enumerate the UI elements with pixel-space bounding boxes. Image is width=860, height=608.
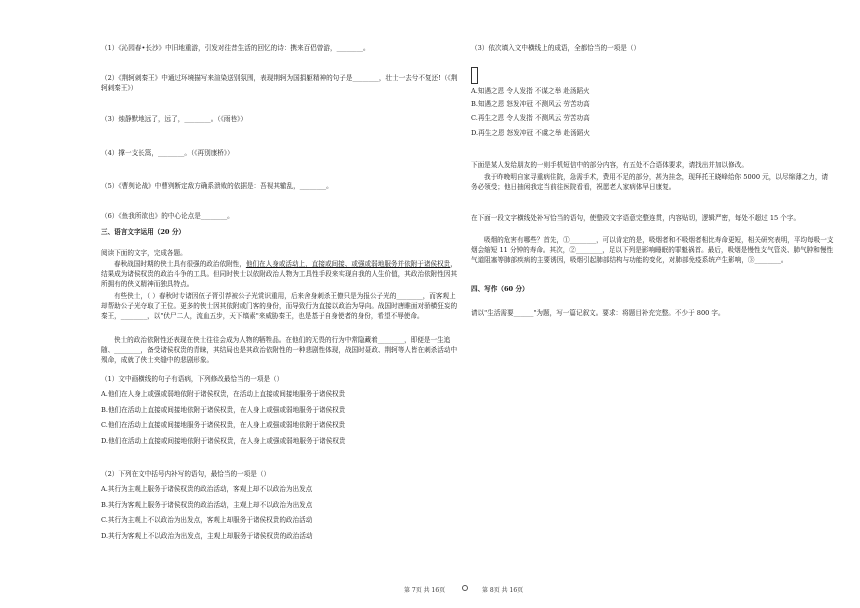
para1-text-a: 春秋战国时期的侠士具有很强的政治依附性， [114,260,246,268]
sq1-option-c[interactable]: C.他们在活动上直接或间接地服务于诸侯权贵，在人身上或强或弱地依附于诸侯权贵 [101,421,346,429]
section-4-heading: 四、写作（60 分） [471,285,529,293]
passage-paragraph-2: 有些侠士，（ ）春秋时专诸因伍子胥引荐被公子光赏识重用，后来舍身刺杀王僚只是为报公子光的________，而客观上却帮助公子光夺取了王位。更多的侠士因其依附或门客的身份，而导致行为直接以政治为导向。战国时唐睢面对骄横狂妄的秦王，________，以"伏尸二人，流血五步，天下缟素"来威胁秦王，也是基于自身使者的身份，希望不辱使命。 [101,292,458,320]
page-number-right: 第 8页 共 16页 [482,587,524,594]
essay-prompt: 请以"生活需要______"为题，写一篇记叙文。要求：将题目补充完整。不少于 800 字。 [471,309,725,317]
passage-paragraph-1 [101,259,458,289]
sq3-option-c[interactable]: C.再生之恩 令人发指 不测风云 劳苦功高 [471,114,590,122]
question-1: （1）《沁园春•长沙》中旧地重游，引发对往昔生活的回忆的诗：携来百侣曾游，________。 [101,44,370,52]
sq1-option-d[interactable]: D.他们在活动上直接或间接地依附于诸侯权贵，在人身上或强或弱地服务于诸侯权贵 [101,437,346,445]
sq3-option-b[interactable]: B.知遇之恩 怒发冲冠 不测风云 劳苦功高 [471,100,590,108]
question-6: （6）《鱼我所欲也》的中心论点是________。 [101,212,234,220]
subquestion-1: （1）文中画横线的句子有语病，下列修改最恰当的一项是（） [101,375,284,383]
reading-intro: 阅读下面的文字，完成各题。 [101,249,187,257]
passage-paragraph-3: 侠士的政治依附性还表现在侠士往往会成为人物的牺牲品。在他们的无畏的行为中常隐藏着________，即便是一生追随、________，备受诸侯权贵的青睐，其结局也是其政治依附性的一种悲剧性体现，战国时聂政、荆轲等人皆在刺杀活动中殒命，成就了侠士夹缝中的悲剧形象。 [101,336,458,364]
sq1-option-b[interactable]: B.他们在活动上直接或间接地依附于诸侯权贵，在人身上或强或弱地服务于诸侯权贵 [101,406,346,414]
question-2: （2）《荆轲刺秦王》中通过环境描写来渲染送别氛围，表现荆轲为国捐躯精神的句子是________，壮士一去兮不复还!（《荆轲刺秦王》） [101,74,458,92]
sq3-option-a[interactable]: A.知遇之恩 令人发指 不谋之举 赴汤蹈火 [471,87,590,95]
smoking-passage: 吸烟的危害有哪些？首先，①________，可以肯定的是，吸烟者和不吸烟者相比寿命更短，相关研究表明，平均每吸一支烟会缩短 11 分钟的寿命。其次，②________，足以下列是影响睡眠的罪魁祸首。最后，吸烟是慢性支气管炎、肺气肿和慢性气道阻塞等肺部疾病的主要诱因，吸烟引起肺部结构与功能的变化，对肺部免疫系统产生影响，③________。 [471,236,834,264]
binding-hole-icon [462,585,468,591]
question-4: （4）撑一支长篙，________。（《再别康桥》） [101,149,234,157]
smoking-intro: 在下面一段文字横线处补写恰当的语句，使整段文字语意完整连贯，内容贴切，逻辑严密，每处不超过 15 个字。 [471,214,801,222]
question-3: （3）烛静默地远了，远了，________。（《雨巷》） [101,115,247,123]
question-5: （5）《曹刿论战》中曹刿断定敌方确系溃败的依据是：吾视其辙乱，________。 [101,182,333,190]
sq2-option-c[interactable]: C.其行为主观上不以政治为出发点，客观上却服务于诸侯权贵的政治活动 [101,516,313,524]
sq2-option-b[interactable]: B.其行为客观上服务于诸侯权贵的政治活动，主观上却不以政治为出发点 [101,501,313,509]
answer-box[interactable] [471,67,478,84]
page-number-left: 第 7页 共 16页 [404,587,446,594]
sq2-option-d[interactable]: D.其行为客观上不以政治为出发点，主观上却服务于诸侯权贵的政治活动 [101,532,313,540]
underlined-sentence: 他们在人身或活动上，直接或间接、或强或弱地服务并依附于诸侯权贵 [245,260,451,268]
message-body: 我于昨晚明自家寻重病住院，急需手术，费用不足的部分，甚为挂念，现拜托王晓峰给你 5000 元，以尽绵薄之力，请务必领受；他日抽闲我定当前往医院看看，祝愿老人家病体早日康复。 [471,173,829,191]
message-intro: 下面是某人发给朋友的一则手机短信中的部分内容，有五处不合语体要求，请找出并加以修改。 [471,161,748,169]
section-3-heading: 三、语言文字运用（20 分） [101,228,186,236]
subquestion-3: （3）依次填入文中横线上的成语，全都恰当的一项是（） [471,44,641,52]
sq1-option-a[interactable]: A.他们在人身上或强或弱地依附于诸侯权贵，在活动上直接或间接地服务于诸侯权贵 [101,390,346,398]
sq2-option-a[interactable]: A.其行为主观上服务于诸侯权贵的政治活动，客观上却不以政治为出发点 [101,485,313,493]
para1-text-b: ，结果成为诸侯权贵的政治斗争的工具。但同时侠士以依附政治人物为工具性手段来实现自我的人生价值，其政治依附性因其所拥有的侠义精神而独具特点。 [101,260,458,288]
sq3-option-d[interactable]: D.再生之恩 怒发冲冠 不虞之举 赴汤蹈火 [471,129,590,137]
subquestion-2: （2）下列在文中括号内补写的语句，最恰当的一项是（） [101,470,271,478]
